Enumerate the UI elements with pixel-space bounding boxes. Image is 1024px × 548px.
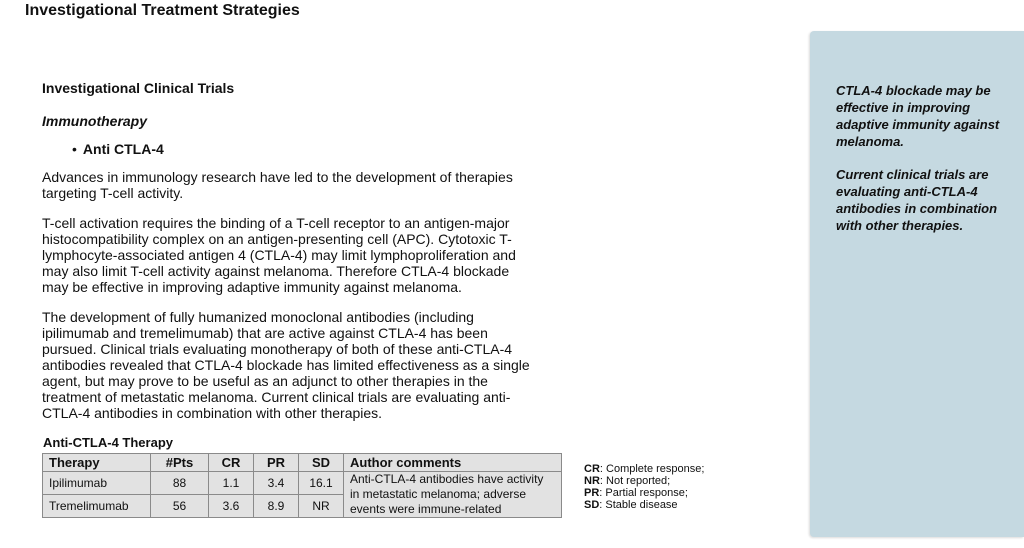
- header-cr: CR: [209, 454, 254, 472]
- section-heading: Investigational Clinical Trials: [42, 80, 235, 96]
- legend-text: : Not reported;: [599, 475, 671, 487]
- key-points-sidebar: [810, 31, 1024, 537]
- therapy-table: [42, 453, 562, 518]
- bullet-label: Anti CTLA-4: [82, 141, 164, 157]
- legend-text: : Stable disease: [599, 499, 678, 511]
- cell-pts: 88: [151, 472, 209, 495]
- cell-pr: 8.9: [254, 495, 299, 518]
- paragraph-antibodies: The development of fully humanized monoclonal antibodies (including ipilimumab and tremelimumab) that are active against CTLA-4 has been pursued. Clinical trials evaluating monotherapy of both of these anti-CTLA-4 antibodies revealed that CTLA-4 blockade has limited effectiveness as a single agent, but may prove to be useful as an adjunct to other therapies in the treatment of metastatic melanoma. Current clinical trials are evaluating anti-CTLA-4 antibodies in combination with other therapies.: [42, 309, 530, 421]
- cell-therapy: Ipilimumab: [43, 472, 151, 495]
- table-row: [43, 472, 562, 495]
- legend-text: : Partial response;: [599, 487, 688, 499]
- header-author-comments: Author comments: [344, 454, 562, 472]
- bullet-item: [72, 141, 532, 157]
- header-therapy: Therapy: [43, 454, 151, 472]
- legend-text: : Complete response;: [599, 463, 705, 475]
- legend-abbr: NR: [584, 475, 600, 487]
- table-header-row: [43, 454, 562, 472]
- cell-therapy: Tremelimumab: [43, 495, 151, 518]
- sidebar-notes: [836, 82, 1016, 250]
- cell-cr: 1.1: [209, 472, 254, 495]
- legend-item: [584, 463, 704, 475]
- main-content: [42, 80, 532, 421]
- table-title: Anti-CTLA-4 Therapy: [43, 435, 173, 450]
- bullet-dot-icon: •: [72, 141, 77, 157]
- abbreviation-legend: [584, 463, 704, 511]
- header-sd: SD: [299, 454, 344, 472]
- cell-pts: 56: [151, 495, 209, 518]
- cell-cr: 3.6: [209, 495, 254, 518]
- cell-pr: 3.4: [254, 472, 299, 495]
- legend-abbr: PR: [584, 487, 600, 499]
- paragraph-intro: Advances in immunology research have led to the development of therapies targeting T-cell activity.: [42, 169, 513, 201]
- legend-abbr: CR: [584, 463, 600, 475]
- subsection-heading: Immunotherapy: [42, 113, 148, 129]
- legend-item: [584, 487, 704, 499]
- cell-sd: 16.1: [299, 472, 344, 495]
- legend-item: [584, 499, 704, 511]
- sidebar-note: Current clinical trials are evaluating anti-CTLA-4 antibodies in combination with other therapies.: [836, 167, 998, 233]
- legend-abbr: SD: [584, 499, 600, 511]
- header-pts: #Pts: [151, 454, 209, 472]
- legend-item: [584, 475, 704, 487]
- sidebar-note: CTLA-4 blockade may be effective in improving adaptive immunity against melanoma.: [836, 83, 1000, 149]
- cell-author-comments: Anti-CTLA-4 antibodies have activity in metastatic melanoma; adverse events were immune-related: [344, 472, 562, 518]
- page-title: Investigational Treatment Strategies: [25, 2, 300, 19]
- paragraph-tcell-activation: T-cell activation requires the binding of a T-cell receptor to an antigen-major histocompatibility complex on an antigen-presenting cell (APC). Cytotoxic T-lymphocyte-associated antigen 4 (CTLA-4) may limit lymphoproliferation and may also limit T-cell activity against melanoma. Therefore CTLA-4 blockade may be effective in improving adaptive immunity against melanoma.: [42, 215, 516, 295]
- cell-sd: NR: [299, 495, 344, 518]
- header-pr: PR: [254, 454, 299, 472]
